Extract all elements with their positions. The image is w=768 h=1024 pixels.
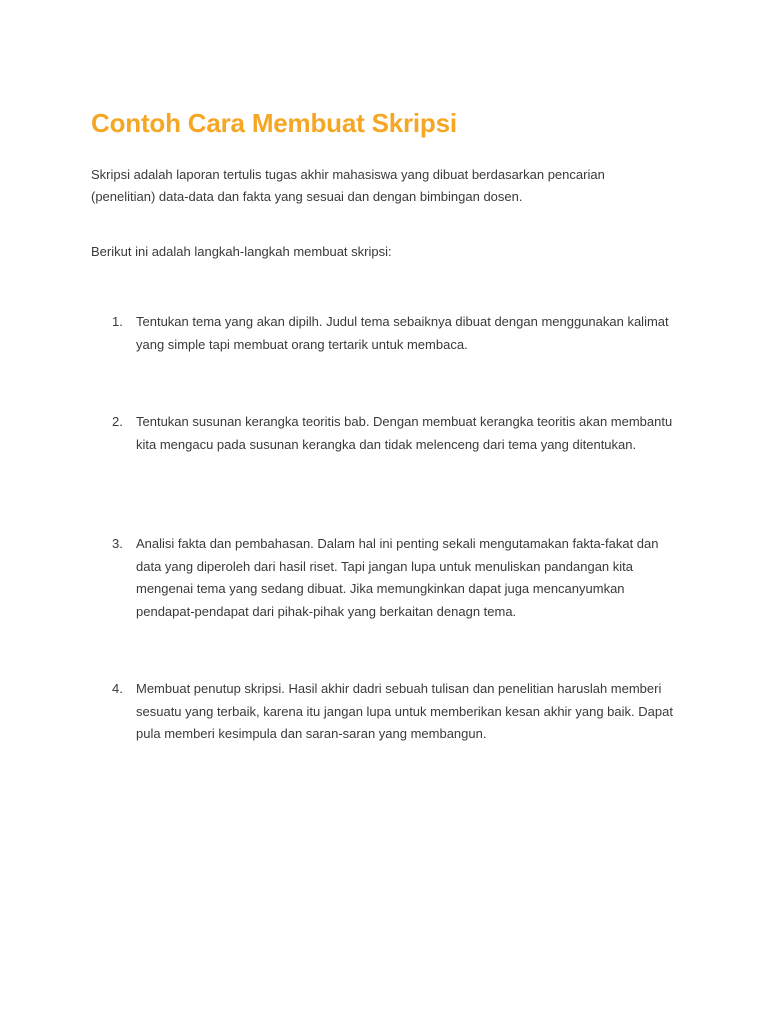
list-item-text: Membuat penutup skripsi. Hasil akhir dadri sebuah tulisan dan penelitian haruslah memberi sesuatu yang terbaik, karena itu jangan lupa untuk memberikan kesan akhir yang baik. Dapat pula memberi kesimpula dan saran-saran yang membangun. [136, 681, 673, 741]
intro-paragraph: Skripsi adalah laporan tertulis tugas akhir mahasiswa yang dibuat berdasarkan pencarian (penelitian) data-data dan fakta yang sesuai dan dengan bimbingan dosen. [91, 167, 605, 204]
list-item [112, 411, 692, 456]
list-item-number: 2. [112, 414, 123, 429]
list-item-text: Tentukan susunan kerangka teoritis bab. Dengan membuat kerangka teoritis akan membantu kita mengacu pada susunan kerangka dan tidak melenceng dari tema yang ditentukan. [136, 414, 673, 452]
lead-paragraph: Berikut ini adalah langkah-langkah membuat skripsi: [91, 244, 392, 259]
list-item [112, 678, 692, 746]
list-item-number: 3. [112, 536, 123, 551]
list-item [112, 533, 692, 623]
document-title: Contoh Cara Membuat Skripsi [91, 108, 457, 138]
list-item-number: 1. [112, 314, 123, 329]
list-item-text: Tentukan tema yang akan dipilh. Judul tema sebaiknya dibuat dengan menggunakan kalimat yang simple tapi membuat orang tertarik untuk membaca. [136, 314, 669, 352]
list-item-text: Analisi fakta dan pembahasan. Dalam hal ini penting sekali mengutamakan fakta-fakat dan data yang diperoleh dari hasil riset. Tapi jangan lupa untuk menuliskan pandangan kita mengenai tema yang sedang dibuat. Jika memungkinkan dapat juga mencanyumkan pendapat-pendapat dari pihak-pihak yang berkaitan denagn tema. [136, 536, 659, 619]
list-item [112, 311, 692, 356]
list-item-number: 4. [112, 681, 123, 696]
